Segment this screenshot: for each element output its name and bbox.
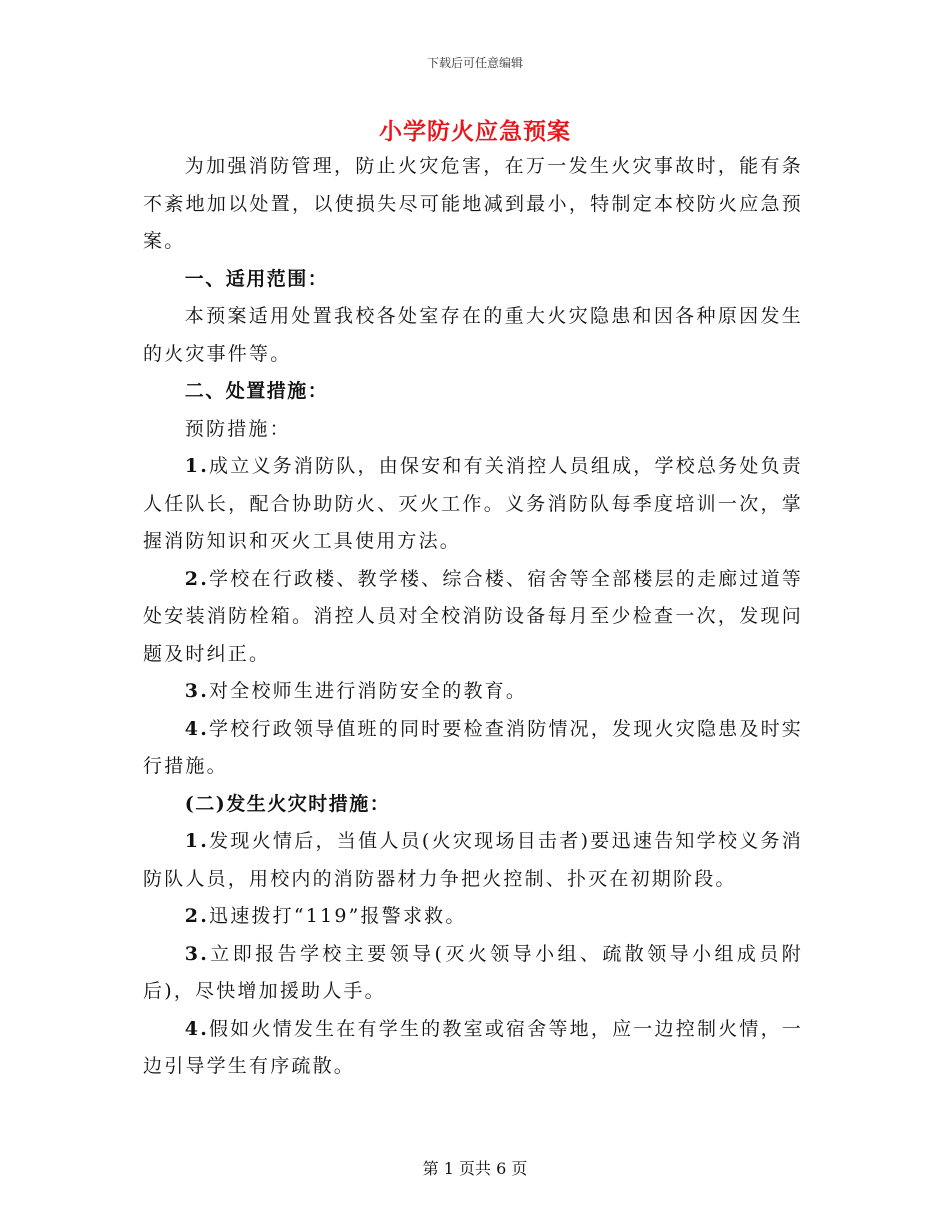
prevention-label: 预防措施：	[184, 417, 291, 440]
response-item	[143, 823, 803, 898]
document-body	[143, 148, 803, 1086]
item-text: 发现火情后，当值人员(火灾现场目击者)要迅速告知学校义务消防队人员，用校内的消防器材力争把火控制、扑灭在初期阶段。	[143, 830, 803, 890]
section-heading-fire-response: (二)发生火灾时措施：	[184, 792, 391, 815]
response-item	[143, 898, 803, 936]
section-heading-measures: 二、处置措施：	[184, 380, 329, 402]
item-text: 对全校师生进行消防安全的教育。	[209, 680, 528, 702]
item-number: 4.	[184, 1017, 210, 1040]
page-footer: 第 1 页共 6 页	[422, 1159, 528, 1178]
prevention-item	[143, 711, 803, 786]
section-heading-scope: 一、适用范围：	[184, 267, 329, 290]
item-text: 学校行政领导值班的同时要检查消防情况，发现火灾隐患及时实行措施。	[143, 717, 803, 777]
prevention-item	[143, 448, 803, 561]
item-number: 4.	[184, 717, 210, 740]
response-item	[143, 936, 803, 1011]
intro-paragraph: 为加强消防管理，防止火灾危害，在万一发生火灾事故时，能有条不紊地加以处置，以使损失尽可能地减到最小，特制定本校防火应急预案。	[143, 155, 803, 252]
prevention-item	[143, 673, 803, 711]
header-note: 下载后可任意编辑	[426, 56, 523, 70]
item-text: 学校在行政楼、教学楼、综合楼、宿舍等全部楼层的走廊过道等处安装消防栓箱。消控人员对全校消防设备每月至少检查一次，发现问题及时纠正。	[143, 567, 803, 665]
response-item	[143, 1011, 803, 1086]
item-number: 2.	[184, 905, 210, 927]
scope-paragraph: 本预案适用处置我校各处室存在的重大火灾隐患和因各种原因发生的火灾事件等。	[143, 305, 803, 365]
item-text: 假如火情发生在有学生的教室或宿舍等地，应一边控制火情，一边引导学生有序疏散。	[143, 1017, 803, 1077]
item-number: 3.	[184, 680, 210, 702]
item-number: 1.	[184, 455, 210, 477]
item-text: 立即报告学校主要领导(灭火领导小组、疏散领导小组成员附后)，尽快增加援助人手。	[143, 942, 803, 1002]
item-text: 迅速拨打“119”报警求救。	[209, 905, 467, 927]
item-number: 3.	[184, 942, 210, 965]
item-number: 2.	[184, 567, 210, 590]
document-title: 小学防火应急预案	[379, 118, 571, 145]
item-number: 1.	[184, 830, 210, 852]
prevention-item	[143, 561, 803, 674]
item-text: 成立义务消防队，由保安和有关消控人员组成，学校总务处负责人任队长，配合协助防火、灭火工作。义务消防队每季度培训一次，掌握消防知识和灭火工具使用方法。	[143, 455, 803, 552]
